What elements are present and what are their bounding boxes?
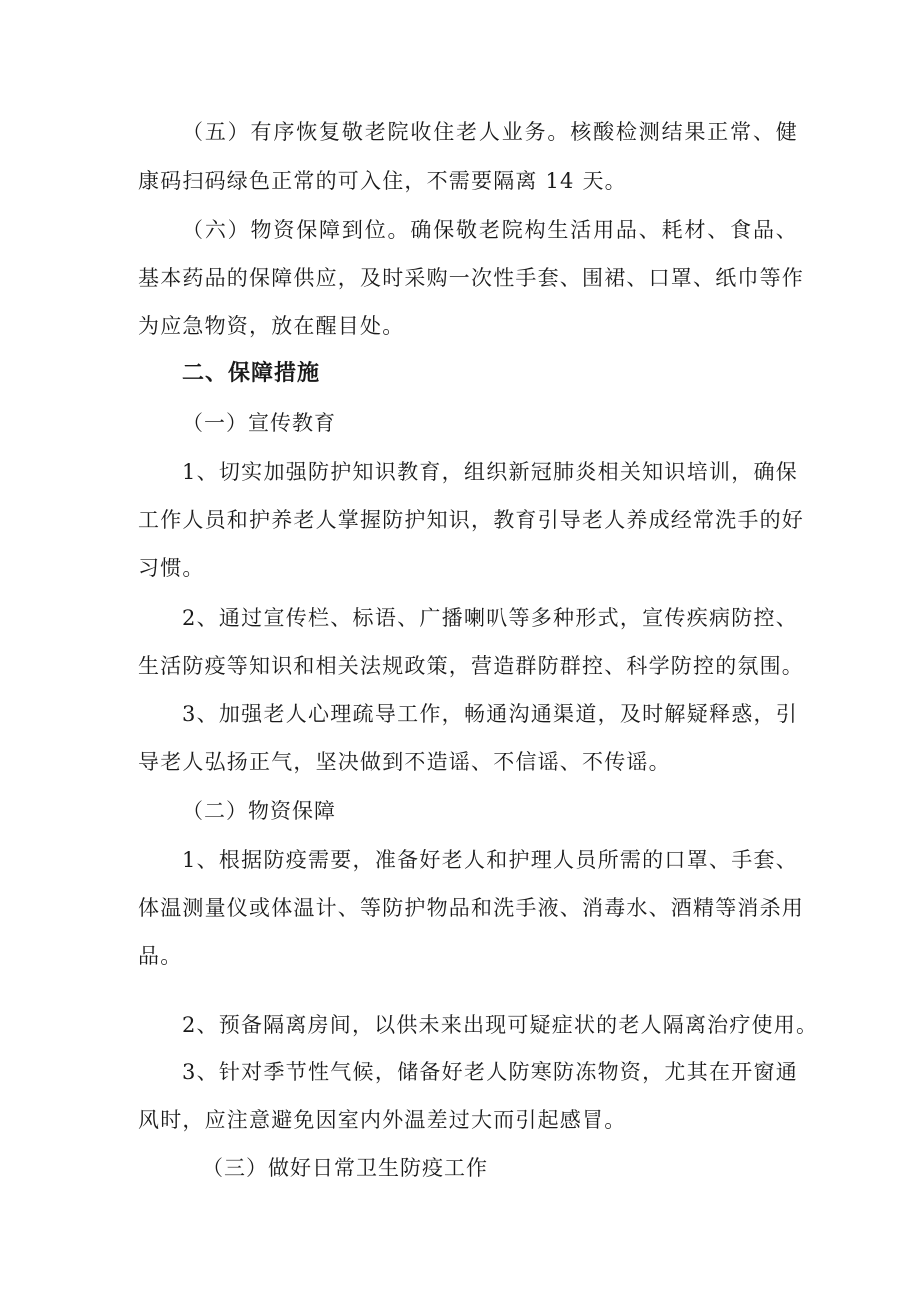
paragraph-line: 2、预备隔离房间，以供未来出现可疑症状的老人隔离治疗使用。 [182, 1013, 819, 1037]
subsection-heading: （二）物资保障 [182, 799, 336, 823]
paragraph-line: 体温测量仪或体温计、等防护物品和洗手液、消毒水、酒精等消杀用 [138, 896, 804, 920]
paragraph-line: 工作人员和护养老人掌握防护知识，教育引导老人养成经常洗手的好 [138, 508, 804, 532]
paragraph-line: 基本药品的保障供应，及时采购一次性手套、围裙、口罩、纸巾等作 [138, 266, 804, 290]
paragraph-line: 1、切实加强防护知识教育，组织新冠肺炎相关知识培训，确保 [182, 460, 798, 484]
paragraph-line: （五）有序恢复敬老院收住老人业务。核酸检测结果正常、健 [182, 120, 798, 144]
subsection-heading: （三）做好日常卫生防疫工作 [202, 1156, 488, 1180]
paragraph-line: 习惯。 [138, 556, 205, 580]
paragraph-line: 3、针对季节性气候，储备好老人防寒防冻物资，尤其在开窗通 [182, 1060, 798, 1084]
paragraph-line: 导老人弘扬正气，坚决做到不造谣、不信谣、不传谣。 [138, 750, 671, 774]
paragraph-line: 为应急物资，放在醒目处。 [138, 314, 405, 338]
subsection-heading: （一）宣传教育 [182, 411, 336, 435]
paragraph-line: 2、通过宣传栏、标语、广播喇叭等多种形式，宣传疾病防控、 [182, 606, 798, 630]
paragraph-line: 1、根据防疫需要，准备好老人和护理人员所需的口罩、手套、 [182, 848, 798, 872]
paragraph-line: 品。 [138, 944, 183, 968]
paragraph-line: 风时，应注意避免因室内外温差过大而引起感冒。 [138, 1108, 627, 1132]
paragraph-line: （六）物资保障到位。确保敬老院构生活用品、耗材、食品、 [182, 218, 798, 242]
section-heading: 二、保障措施 [182, 361, 321, 386]
paragraph-line: 生活防疫等知识和相关法规政策，营造群防群控、科学防控的氛围。 [138, 654, 804, 678]
paragraph-line: 康码扫码绿色正常的可入住，不需要隔离 14 天。 [138, 169, 627, 193]
paragraph-line: 3、加强老人心理疏导工作，畅通沟通渠道，及时解疑释惑，引 [182, 702, 798, 726]
